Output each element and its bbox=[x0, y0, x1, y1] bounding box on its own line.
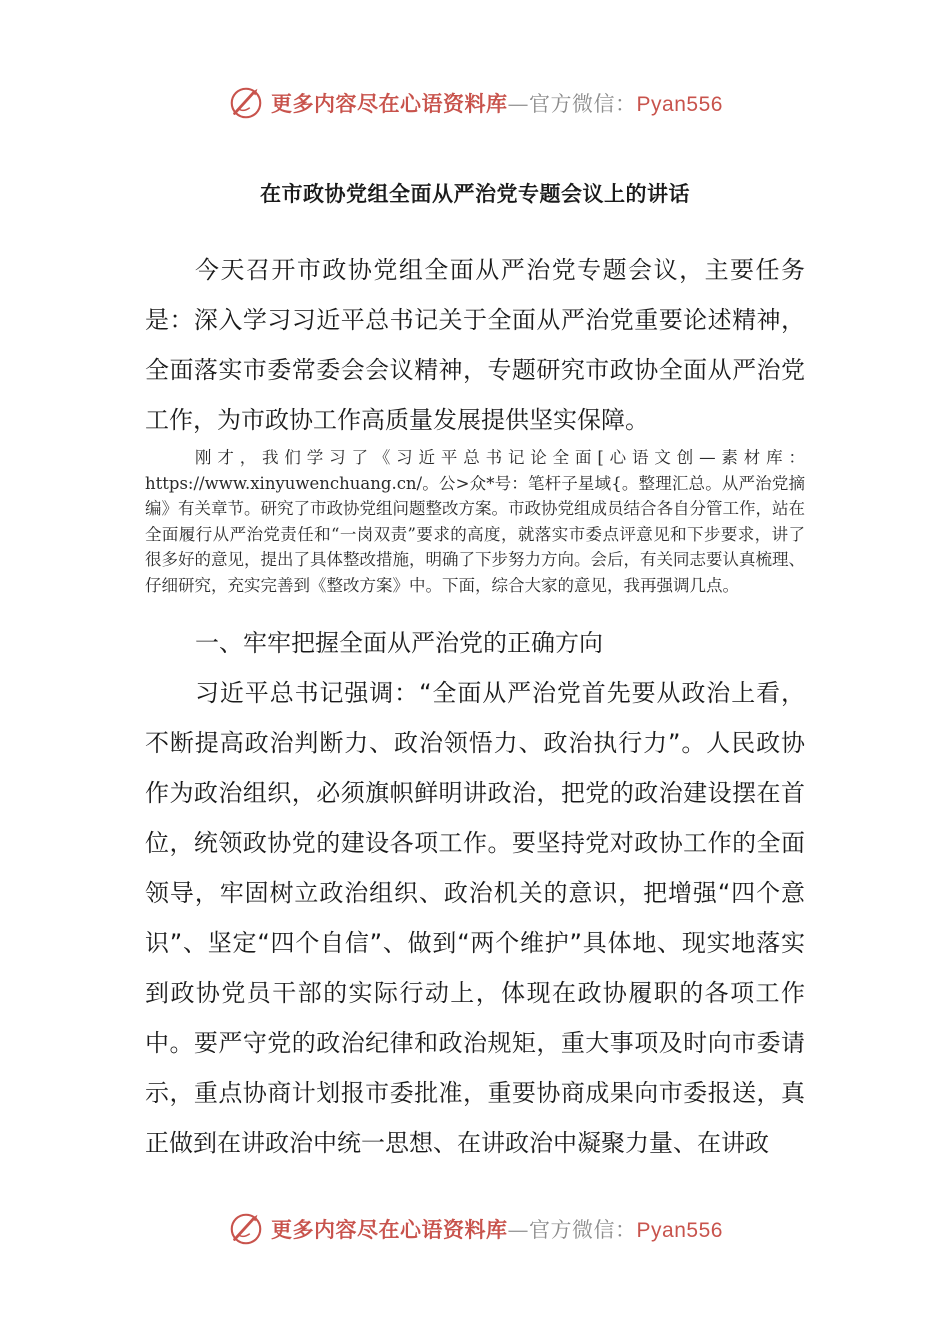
banner-dash: — bbox=[507, 1218, 530, 1242]
section-heading-1: 一、牢牢把握全面从严治党的正确方向 bbox=[195, 629, 603, 657]
paragraph-review: 刚才，我们学习了《习近平总书记论全面[心语文创—素材库：https://www.xinyuwenchuang.cn/。公>众*号：笔杆子星域{。整理汇总。从严治党摘编》有关章节。研究了市政协党组问题整改方案。市政协党组成员结合各自分管工作，站在全面履行从严治党责任和“一岗双责”要求的高度，就落实市委点评意见和下步要求，讲了很多好的意见，提出了具体整改措施，明确了下步努力方向。会后，有关同志要认真梳理、仔细研究，充实完善到《整改方案》中。下面，综合大家的意见，我再强调几点。 bbox=[145, 448, 805, 595]
banner-dash: — bbox=[507, 92, 530, 116]
banner-contact-label: 官方微信： bbox=[529, 1218, 637, 1242]
banner-text bbox=[271, 1214, 723, 1244]
banner-text bbox=[271, 88, 723, 118]
banner-wechat-id: Pyan556 bbox=[636, 93, 723, 116]
banner-brand: 更多内容尽在心语资料库 bbox=[271, 1217, 508, 1242]
pen-logo-icon bbox=[227, 1210, 265, 1248]
banner-contact-label: 官方微信： bbox=[529, 92, 637, 116]
paragraph-intro: 今天召开市政协党组全面从严治党专题会议，主要任务是：深入学习习近平总书记关于全面从严治党重要论述精神，全面落实市委常委会会议精神，专题研究市政协全面从严治党工作，为市政协工作高质量发展提供坚实保障。 bbox=[145, 256, 805, 434]
footer-banner bbox=[0, 1206, 950, 1252]
document-title: 在市政协党组全面从严治党专题会议上的讲话 bbox=[260, 182, 690, 206]
banner-wechat-id: Pyan556 bbox=[636, 1219, 723, 1242]
header-banner bbox=[0, 80, 950, 126]
paragraph-body-1: 习近平总书记强调：“全面从严治党首先要从政治上看，不断提高政治判断力、政治领悟力、政治执行力”。人民政协作为政治组织，必须旗帜鲜明讲政治，把党的政治建设摆在首位，统领政协党的建设各项工作。要坚持党对政协工作的全面领导，牢固树立政治组织、政治机关的意识，把增强“四个意识”、坚定“四个自信”、做到“两个维护”具体地、现实地落实到政协党员干部的实际行动上，体现在政协履职的各项工作中。要严守党的政治纪律和政治规矩，重大事项及时向市委请示，重点协商计划报市委批准，重要协商成果向市委报送，真正做到在讲政治中统一思想、在讲政治中凝聚力量、在讲政 bbox=[145, 679, 805, 1157]
banner-brand: 更多内容尽在心语资料库 bbox=[271, 91, 508, 116]
pen-logo-icon bbox=[227, 84, 265, 122]
